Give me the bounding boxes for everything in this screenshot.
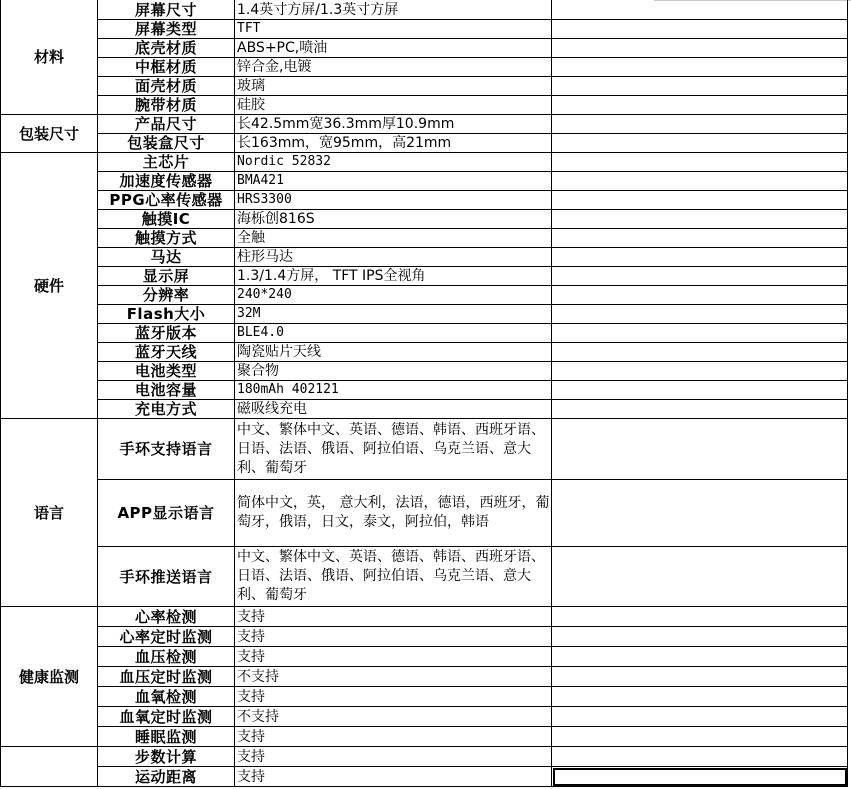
table-row	[1, 39, 848, 58]
spec-value[interactable]: 柱形马达	[235, 248, 552, 267]
empty-cell[interactable]	[552, 324, 848, 343]
table-row	[1, 0, 848, 20]
spec-value[interactable]: BLE4.0	[235, 324, 552, 343]
empty-cell[interactable]	[552, 191, 848, 210]
spec-label[interactable]: 显示屏	[98, 267, 235, 286]
table-row	[1, 96, 848, 115]
spec-value[interactable]: 支持	[235, 727, 552, 747]
spec-label[interactable]: 中框材质	[98, 58, 235, 77]
spec-value[interactable]: TFT	[235, 20, 552, 39]
empty-cell[interactable]	[552, 667, 848, 687]
spec-label[interactable]: 加速度传感器	[98, 172, 235, 191]
spec-value[interactable]: ABS+PC,喷油	[235, 39, 552, 58]
table-row	[1, 172, 848, 191]
table-row	[1, 343, 848, 362]
selected-cell[interactable]	[552, 767, 848, 787]
empty-cell[interactable]	[552, 400, 848, 419]
table-row	[1, 77, 848, 96]
empty-cell[interactable]	[552, 419, 848, 480]
empty-cell[interactable]	[552, 172, 848, 191]
empty-cell[interactable]	[552, 210, 848, 229]
spec-label[interactable]: 腕带材质	[98, 96, 235, 115]
table-row	[1, 607, 848, 627]
empty-cell[interactable]	[552, 727, 848, 747]
spec-label[interactable]: Flash大小	[98, 305, 235, 324]
spec-value[interactable]: 磁吸线充电	[235, 400, 552, 419]
spec-value[interactable]: 长163mm，宽95mm，高21mm	[235, 134, 552, 153]
table-row	[1, 480, 848, 547]
empty-cell[interactable]	[552, 362, 848, 381]
spec-value[interactable]: 不支持	[235, 667, 552, 687]
empty-cell[interactable]	[552, 96, 848, 115]
spec-label[interactable]: 底壳材质	[98, 39, 235, 58]
spec-value[interactable]: 支持	[235, 747, 552, 767]
table-row	[1, 627, 848, 647]
spec-label[interactable]: 手环支持语言	[98, 419, 235, 480]
table-row	[1, 210, 848, 229]
category-material[interactable]: 材料	[1, 0, 98, 115]
spec-value[interactable]: 240*240	[235, 286, 552, 305]
empty-cell[interactable]	[552, 480, 848, 547]
empty-cell[interactable]	[552, 747, 848, 767]
empty-cell[interactable]	[552, 39, 848, 58]
empty-cell[interactable]	[552, 286, 848, 305]
table-row	[1, 115, 848, 134]
table-row	[1, 58, 848, 77]
spec-label[interactable]: 电池类型	[98, 362, 235, 381]
spec-label[interactable]: 屏幕尺寸	[98, 0, 235, 20]
spec-label[interactable]: 血氧检测	[98, 687, 235, 707]
empty-cell[interactable]	[552, 343, 848, 362]
empty-cell[interactable]	[552, 627, 848, 647]
spec-value[interactable]: Nordic 52832	[235, 153, 552, 172]
spec-label[interactable]: 产品尺寸	[98, 115, 235, 134]
category-health[interactable]: 健康监测	[1, 607, 98, 747]
category-cell[interactable]	[1, 747, 98, 787]
spec-label[interactable]: 蓝牙天线	[98, 343, 235, 362]
spec-label[interactable]: 屏幕类型	[98, 20, 235, 39]
table-row	[1, 229, 848, 248]
empty-cell[interactable]	[552, 381, 848, 400]
empty-cell[interactable]	[552, 58, 848, 77]
empty-cell[interactable]	[552, 305, 848, 324]
spec-value[interactable]: BMA421	[235, 172, 552, 191]
spec-value[interactable]: HRS3300	[235, 191, 552, 210]
empty-cell[interactable]	[552, 248, 848, 267]
spec-label[interactable]: 步数计算	[98, 747, 235, 767]
spec-value[interactable]: 全触	[235, 229, 552, 248]
table-row	[1, 305, 848, 324]
empty-cell[interactable]	[552, 267, 848, 286]
spec-value[interactable]: 玻璃	[235, 77, 552, 96]
spec-value[interactable]: 中文、繁体中文、英语、德语、韩语、西班牙语、日语、法语、俄语、阿拉伯语、乌克兰语、意大利、葡萄牙	[235, 547, 552, 607]
spec-value[interactable]: 1.4英寸方屏/1.3英寸方屏	[235, 0, 552, 20]
spec-label[interactable]: 运动距离	[98, 767, 235, 787]
empty-cell[interactable]	[552, 134, 848, 153]
table-row	[1, 419, 848, 480]
spec-label[interactable]: 血氧定时监测	[98, 707, 235, 727]
spec-value[interactable]: 支持	[235, 767, 552, 787]
spec-value[interactable]: 陶瓷贴片天线	[235, 343, 552, 362]
category-hardware[interactable]: 硬件	[1, 153, 98, 419]
empty-cell[interactable]	[552, 0, 848, 20]
spec-value[interactable]: 中文、繁体中文、英语、德语、韩语、西班牙语、日语、法语、俄语、阿拉伯语、乌克兰语、意大利、葡萄牙	[235, 419, 552, 480]
table-row	[1, 248, 848, 267]
empty-cell[interactable]	[552, 20, 848, 39]
spec-label[interactable]: 睡眠监测	[98, 727, 235, 747]
table-row	[1, 286, 848, 305]
spec-label[interactable]: 电池容量	[98, 381, 235, 400]
empty-cell[interactable]	[552, 687, 848, 707]
spec-value[interactable]: 1.3/1.4方屏， TFT IPS全视角	[235, 267, 552, 286]
empty-cell[interactable]	[552, 153, 848, 172]
table-row	[1, 20, 848, 39]
table-row	[1, 547, 848, 607]
table-row	[1, 381, 848, 400]
empty-cell[interactable]	[552, 707, 848, 727]
spec-value[interactable]: 简体中文，英， 意大利，法语，德语，西班牙，葡萄牙，俄语，日文，泰文，阿拉伯，韩语	[235, 480, 552, 547]
spec-label[interactable]: 主芯片	[98, 153, 235, 172]
spec-value[interactable]: 硅胶	[235, 96, 552, 115]
spec-label[interactable]: 马达	[98, 248, 235, 267]
spec-label[interactable]: 触摸方式	[98, 229, 235, 248]
table-row	[1, 647, 848, 667]
table-row	[1, 727, 848, 747]
table-row	[1, 134, 848, 153]
category-language[interactable]: 语言	[1, 419, 98, 607]
empty-cell[interactable]	[552, 229, 848, 248]
spec-label[interactable]: 触摸IC	[98, 210, 235, 229]
table-row	[1, 687, 848, 707]
spec-value[interactable]: 支持	[235, 627, 552, 647]
spec-value[interactable]: 支持	[235, 647, 552, 667]
spec-value[interactable]: 支持	[235, 607, 552, 627]
spec-label[interactable]: 手环推送语言	[98, 547, 235, 607]
spec-label[interactable]: 血压检测	[98, 647, 235, 667]
empty-cell[interactable]	[552, 115, 848, 134]
empty-cell[interactable]	[552, 647, 848, 667]
empty-cell[interactable]	[552, 77, 848, 96]
spec-label[interactable]: 面壳材质	[98, 77, 235, 96]
spec-label[interactable]: 分辨率	[98, 286, 235, 305]
empty-cell[interactable]	[552, 547, 848, 607]
table-row	[1, 362, 848, 381]
spec-value[interactable]: 不支持	[235, 707, 552, 727]
table-row	[1, 747, 848, 767]
spec-value[interactable]: 长42.5mm宽36.3mm厚10.9mm	[235, 115, 552, 134]
spec-label[interactable]: PPG心率传感器	[98, 191, 235, 210]
table-row	[1, 767, 848, 787]
spec-value[interactable]: 支持	[235, 687, 552, 707]
spec-label[interactable]: 包装盒尺寸	[98, 134, 235, 153]
empty-cell[interactable]	[552, 607, 848, 627]
table-row	[1, 667, 848, 687]
table-row	[1, 324, 848, 343]
spec-label[interactable]: APP显示语言	[98, 480, 235, 547]
spec-value[interactable]: 海栎创816S	[235, 210, 552, 229]
table-row	[1, 191, 848, 210]
spec-label[interactable]: 蓝牙版本	[98, 324, 235, 343]
spec-value[interactable]: 180mAh 402121	[235, 381, 552, 400]
table-row	[1, 153, 848, 172]
table-row	[1, 400, 848, 419]
spec-label[interactable]: 血压定时监测	[98, 667, 235, 687]
category-package[interactable]: 包装尺寸	[1, 115, 98, 153]
table-row	[1, 267, 848, 286]
spec-label[interactable]: 心率定时监测	[98, 627, 235, 647]
spec-value[interactable]: 32M	[235, 305, 552, 324]
spec-label[interactable]: 充电方式	[98, 400, 235, 419]
spec-value[interactable]: 聚合物	[235, 362, 552, 381]
spec-value[interactable]: 锌合金,电镀	[235, 58, 552, 77]
spec-label[interactable]: 心率检测	[98, 607, 235, 627]
table-row	[1, 707, 848, 727]
